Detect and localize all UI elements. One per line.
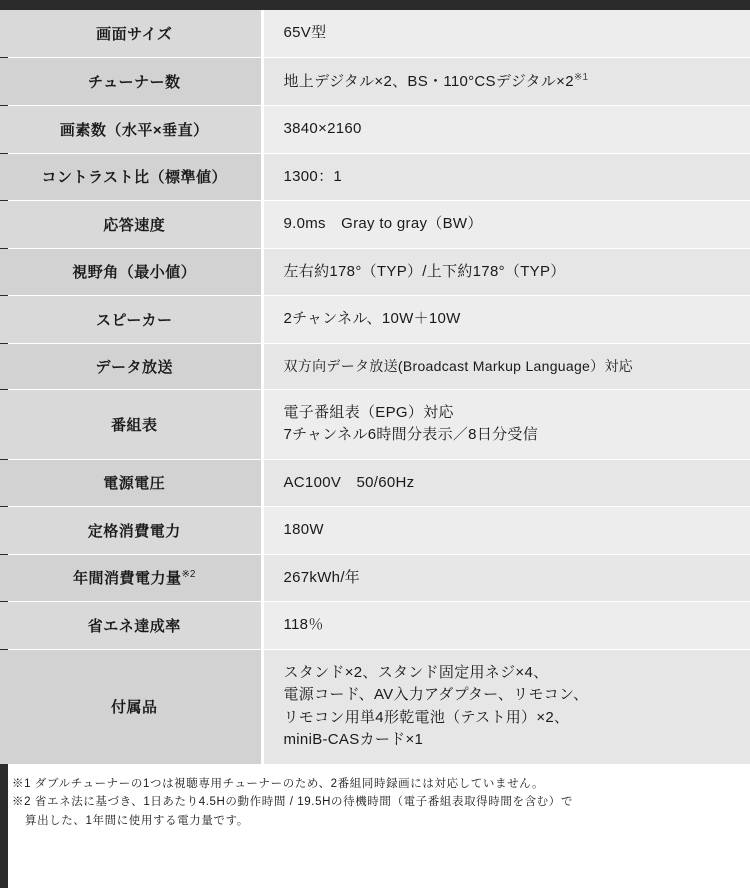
row-value-line: 180W: [283, 521, 324, 538]
row-label-text: 付属品: [110, 699, 158, 716]
table-row: [0, 10, 750, 57]
row-label: [0, 602, 262, 650]
row-value: [262, 10, 750, 57]
table-row: [0, 153, 750, 201]
table-row: [0, 106, 750, 154]
row-value-line: 左右約178°（TYP）/上下約178°（TYP）: [283, 262, 566, 280]
row-label: [0, 554, 262, 602]
row-value-line: 3840×2160: [283, 120, 362, 137]
table-row: [0, 649, 750, 764]
row-value-line: 65V型: [283, 24, 327, 41]
row-value-line: 9.0ms Gray to gray（BW）: [283, 215, 483, 232]
table-row: [0, 602, 750, 650]
row-label-text: 応答速度: [103, 216, 166, 234]
footnote-marker: ※2: [181, 569, 196, 581]
row-value-text: 地上デジタル×2、BS・110°CSデジタル×2: [283, 72, 574, 90]
table-row: [0, 554, 750, 602]
row-label-text: 番組表: [110, 416, 158, 434]
row-label: [0, 389, 262, 459]
row-label-text: データ放送: [95, 358, 173, 376]
row-value-line: 電源コード、AV入力アダプター、リモコン、: [283, 686, 589, 703]
row-label-text: コントラスト比（標準値）: [41, 169, 228, 187]
footnote-1: ※1 ダブルチューナーの1つは視聴専用チューナーのため、2番組同時録画には対応していません。: [12, 777, 545, 790]
row-label-text: チューナー数: [87, 73, 181, 91]
row-value-line: リモコン用単4形乾電池（テスト用）×2、: [283, 708, 570, 726]
row-label: [0, 343, 262, 389]
row-value: [262, 296, 750, 344]
table-row: [0, 343, 750, 389]
table-row: [0, 57, 750, 106]
row-label: [0, 296, 262, 344]
table-row: [0, 459, 750, 507]
row-value: [262, 649, 750, 764]
row-value-line: 電子番組表（EPG）対応: [283, 403, 454, 421]
row-value-line: 267kWh/年: [283, 568, 361, 586]
row-value-line: 118％: [283, 616, 324, 633]
row-label-text: 省エネ達成率: [87, 617, 181, 635]
row-label: [0, 248, 262, 296]
row-label: [0, 153, 262, 201]
row-label-text: 電源電圧: [103, 475, 166, 493]
row-label-text: 年間消費電力量: [73, 570, 182, 588]
footnote-2-continued: 算出した、1年間に使用する電力量です。: [25, 815, 249, 828]
specifications-table: [0, 10, 750, 765]
row-label-text: 画面サイズ: [96, 25, 173, 43]
row-value-line: 7チャンネル6時間分表示／8日分受信: [283, 426, 539, 443]
row-value: [262, 507, 750, 555]
top-decoration-bar: [0, 0, 750, 10]
row-value: [262, 106, 750, 154]
footnotes: [0, 765, 750, 838]
row-value-line: 2チャンネル、10W＋10W: [283, 310, 461, 327]
row-label: [0, 106, 262, 154]
row-value: [262, 343, 750, 389]
row-label: [0, 10, 262, 57]
row-label: [0, 459, 262, 507]
row-value-line: 双方向データ放送(Broadcast Markup Language）対応: [283, 357, 634, 374]
row-value-line: スタンド×2、スタンド固定用ネジ×4、: [283, 663, 549, 681]
row-label-text: 視野角（最小値）: [72, 264, 197, 282]
footnote-marker: ※1: [573, 71, 589, 83]
footnote-2: ※2 省エネ法に基づき、1日あたり4.5Hの動作時間 / 19.5Hの待機時間（電子番組表取得時間を含む）で: [12, 796, 573, 809]
row-value: [262, 554, 750, 602]
table-row: [0, 201, 750, 249]
row-label-text: スピーカー: [95, 311, 173, 329]
row-label: [0, 57, 262, 106]
table-row: [0, 507, 750, 555]
row-value-line: [284, 70, 741, 94]
row-label-text: 定格消費電力: [87, 522, 181, 540]
table-row: [0, 296, 750, 344]
row-value: [262, 153, 750, 201]
row-value-line: miniB-CASカード×1: [283, 731, 424, 748]
table-row: [0, 389, 750, 459]
row-label: [0, 201, 262, 249]
row-label: [0, 649, 262, 764]
row-value-line: 1300：1: [283, 167, 343, 185]
row-value: [262, 459, 750, 507]
row-value: [262, 201, 750, 249]
row-value: [262, 57, 750, 106]
row-value: [262, 389, 750, 459]
table-row: [0, 248, 750, 296]
row-value: [262, 602, 750, 650]
row-value: [262, 248, 750, 296]
row-value-line: AC100V 50/60Hz: [283, 473, 415, 491]
row-label-text: 画素数（水平×垂直）: [59, 121, 209, 139]
row-label: [0, 507, 262, 555]
